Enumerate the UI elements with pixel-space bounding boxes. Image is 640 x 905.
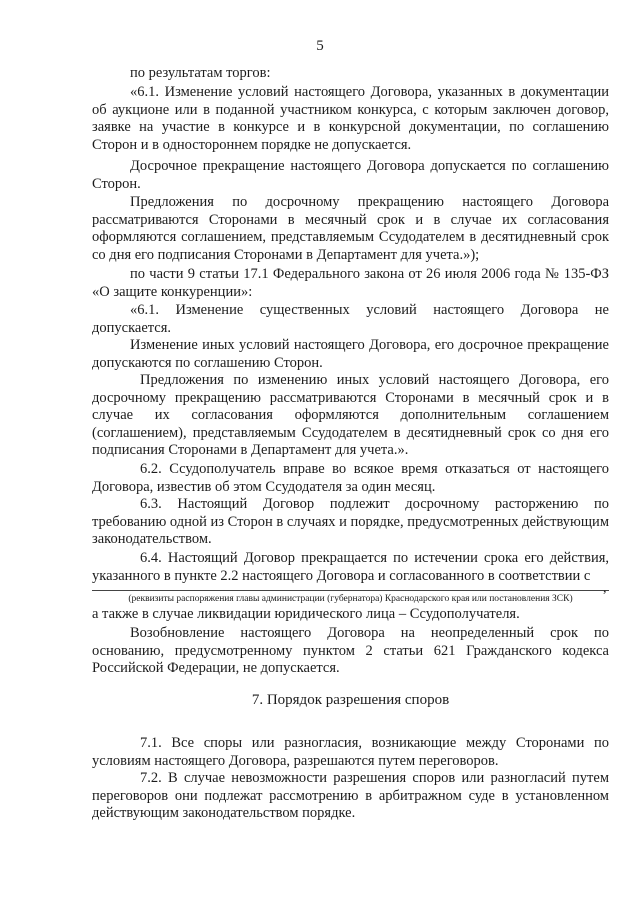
paragraph-6-3: 6.3. Настоящий Договор подлежит досрочному расторжению по требованию одной из Сторон в случаях и порядке, предусмотренных действующим законодательством. [92, 496, 609, 548]
paragraph-other-terms: Изменение иных условий настоящего Договора, его досрочное прекращение допускаются по соглашению Сторон. [92, 337, 609, 371]
paragraph-renewal: Возобновление настоящего Договора на неопределенный срок по основанию, предусмотренному пунктом 2 статьи 621 Гражданского кодекса Российской Федерации, не допускается. [92, 625, 609, 677]
paragraph-7-1: 7.1. Все споры или разногласия, возникающие между Сторонами по условиям настоящего Договора, разрешаются путем переговоров. [92, 735, 609, 769]
footnote-caption: (реквизиты распоряжения главы администрации (губернатора) Краснодарского края или постановления ЗСК) [128, 594, 573, 604]
paragraph-6-1-essential-terms: «6.1. Изменение существенных условий настоящего Договора не допускается. [92, 302, 609, 336]
paragraph-proposals-change: Предложения по изменению иных условий настоящего Договора, его досрочному прекращению рассматриваются Сторонами в месячный срок и в случае их согласования оформляются дополнительным соглашением (соглашением), представляемым Ссудодателем в десятидневный срок со дня его подписания Сторонами в Департамент для учета.». [92, 372, 609, 459]
page-number: 5 [316, 38, 324, 54]
paragraph-intro: по результатам торгов: [130, 65, 271, 81]
paragraph-6-1-auction: «6.1. Изменение условий настоящего Договора, указанных в документации об аукционе или в поданной участником конкурса, с которым заключен договор, заявке на участие в конкурсе и в конкурсной документации, по соглашению Сторон и в одностороннем порядке не допускается. [92, 84, 609, 153]
paragraph-law-reference: по части 9 статьи 17.1 Федерального закона от 26 июля 2006 года № 135-ФЗ «О защите конкуренции»: [92, 266, 609, 300]
paragraph-proposals-termination: Предложения по досрочному прекращению настоящего Договора рассматриваются Сторонами в месячный срок и в случае их согласования оформляются соглашением, представляемым Ссудодателем в десятидневный срок со дня его подписания Сторонами в Департамент для учета.»); [92, 194, 609, 263]
footnote-comma: , [603, 581, 607, 596]
paragraph-6-2: 6.2. Ссудополучатель вправе во всякое время отказаться от настоящего Договора, известив об этом Ссудодателя за один месяц. [92, 461, 609, 495]
paragraph-early-termination: Досрочное прекращение настоящего Договора допускается по соглашению Сторон. [92, 158, 609, 192]
footnote-line [92, 590, 609, 591]
paragraph-6-4: 6.4. Настоящий Договор прекращается по истечении срока его действия, указанного в пункте 2.2 настоящего Договора и согласованного в соответствии с [92, 550, 609, 584]
section-heading: 7. Порядок разрешения споров [251, 692, 450, 708]
paragraph-7-2: 7.2. В случае невозможности разрешения споров или разногласий путем переговоров они подлежат рассмотрению в арбитражном суде в установленном действующим законодательством порядке. [92, 770, 609, 822]
paragraph-liquidation: а также в случае ликвидации юридического лица – Ссудополучателя. [92, 606, 520, 622]
